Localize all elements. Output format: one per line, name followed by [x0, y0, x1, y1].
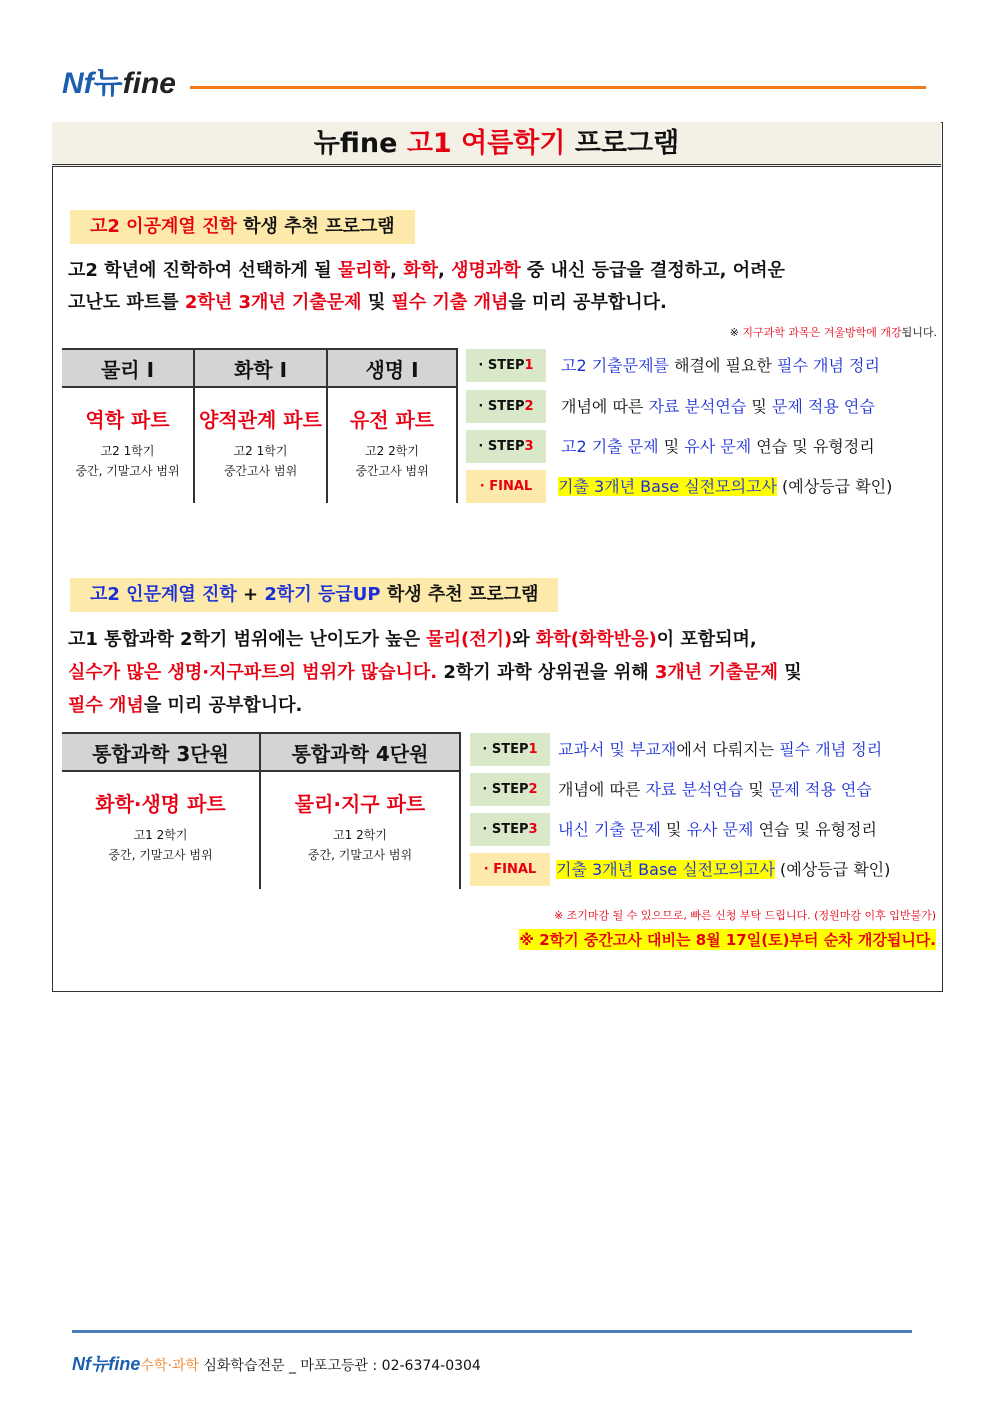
- title-prefix: 뉴fine: [313, 128, 398, 159]
- step-number: 1: [524, 358, 534, 373]
- step3-desc: [558, 813, 877, 846]
- term-range: 중간고사 범위: [223, 464, 298, 478]
- step2-badge: [470, 773, 550, 806]
- final-desc: [558, 470, 892, 503]
- text: 및: [660, 820, 687, 839]
- note-red: 지구과학 과목은 겨울방학에 개강: [742, 326, 902, 339]
- step-number: 3: [524, 439, 534, 454]
- section1-desc-line1: [68, 254, 785, 287]
- section2-heading: [70, 578, 558, 612]
- subject-head: 화학 Ⅰ: [195, 348, 326, 388]
- step-number: 2: [528, 782, 538, 797]
- section1-note: [730, 324, 937, 340]
- step1-desc: [558, 733, 882, 766]
- text: 연습 및 유형정리: [753, 820, 877, 839]
- section2-desc-line3: [68, 689, 302, 722]
- step2-badge: [466, 390, 546, 423]
- text: 문제 적용 연습: [771, 397, 875, 416]
- text-biology: 생명과학: [451, 260, 521, 281]
- text: 및: [743, 780, 769, 799]
- subject-part: 유전 파트: [349, 408, 435, 432]
- notice-start-date: ※ 2학기 중간고사 대비는 8월 17일(토)부터 순차 개강됩니다.: [519, 931, 936, 949]
- text: 교과서 및 부교재: [558, 740, 677, 759]
- step2-desc: [558, 773, 872, 806]
- step-label: STEP: [487, 439, 525, 454]
- footer-text: 심화학습전문 _ 마포고등관 : 02-6374-0304: [198, 1358, 481, 1374]
- text: 유사 문제: [684, 437, 752, 456]
- text: 고2 학년에 진학하여 선택하게 될: [68, 260, 338, 281]
- subject-head: 통합과학 4단원: [261, 732, 459, 772]
- bullet: ·: [478, 439, 488, 454]
- subject-term: [62, 441, 193, 481]
- text: 개념에 따른: [558, 780, 646, 799]
- final-desc: [556, 853, 890, 886]
- bullet: ·: [479, 479, 490, 494]
- text: 내신 기출 문제: [558, 820, 661, 839]
- section1-heading: [70, 210, 415, 244]
- footer-subject: 수학·과학: [140, 1358, 199, 1374]
- logo-fine: fine: [122, 67, 176, 100]
- subject-unit3: [62, 732, 261, 889]
- text-chemistry: 화학: [403, 260, 438, 281]
- step-label: STEP: [487, 358, 525, 373]
- text: 및: [361, 292, 392, 313]
- step-label: FINAL: [493, 862, 537, 877]
- text: 고2 기출 문제: [561, 437, 659, 456]
- title-highlight: 고1 여름학기: [406, 128, 566, 159]
- step-label: STEP: [491, 742, 529, 757]
- note-black: 됩니다.: [901, 326, 937, 339]
- text: 필수 개념 정리: [777, 356, 880, 375]
- step2-desc: [561, 390, 875, 423]
- step-number: 3: [528, 822, 538, 837]
- term-semester: 고2 2학기: [365, 444, 419, 458]
- bullet: ·: [482, 782, 492, 797]
- term-semester: 고2 1학기: [233, 444, 288, 458]
- text: 및: [746, 397, 772, 416]
- term-range: 중간, 기말고사 범위: [307, 848, 413, 862]
- text: (예상등급 확인): [774, 860, 891, 879]
- subject-unit4: [261, 732, 461, 889]
- step1-badge: [470, 733, 550, 766]
- page-title: [52, 122, 941, 167]
- section2-heading-blue1: 고2 인문계열 진학: [90, 584, 237, 605]
- text: 고2 기출문제를: [561, 356, 670, 375]
- text: 및: [778, 662, 802, 683]
- section2-desc-line1: [68, 623, 757, 656]
- note-mark: ※: [729, 326, 743, 339]
- subject-part: 물리·지구 파트: [294, 792, 426, 816]
- step3-desc: [561, 430, 875, 463]
- text: 2학기 과학 상위권을 위해: [437, 662, 655, 683]
- text: ,: [390, 260, 404, 281]
- text: ,: [437, 260, 452, 281]
- subject-term: [195, 441, 326, 481]
- subject-part: 화학·생명 파트: [95, 792, 226, 816]
- section2-desc-line2: [68, 656, 802, 689]
- text-highlight: 2학년 3개년 기출문제: [184, 292, 362, 313]
- term-range: 중간, 기말고사 범위: [75, 464, 180, 478]
- text: 이 포함되며,: [656, 629, 757, 650]
- footer: [72, 1350, 481, 1376]
- step-number: 1: [528, 742, 538, 757]
- section1-heading-black: 학생 추천 프로그램: [243, 216, 395, 237]
- footer-divider: [72, 1330, 912, 1333]
- bullet: ·: [483, 862, 494, 877]
- subject-term: [62, 825, 259, 865]
- section2-heading-blue2: 2학기 등급UP: [264, 584, 381, 605]
- section1-heading-red: 고2 이공계열 진학: [90, 216, 237, 237]
- subject-chemistry1: [195, 348, 328, 503]
- notice-early-close: ※ 조기마감 될 수 있으므로, 빠른 신청 부탁 드립니다. (정원마감 이후 입반불가): [553, 909, 936, 922]
- text: 자료 분석연습: [648, 397, 747, 416]
- bullet: ·: [482, 742, 492, 757]
- text: 고1 통합과학 2학기 범위에는 난이도가 높은: [68, 629, 427, 650]
- section2-heading-plus: +: [236, 584, 265, 605]
- header-divider: [190, 86, 926, 89]
- term-semester: 고1 2학기: [333, 828, 387, 842]
- section2-heading-black: 학생 추천 프로그램: [386, 584, 539, 605]
- bullet: ·: [482, 822, 492, 837]
- title-suffix: 프로그램: [574, 128, 680, 159]
- text-highlight: 필수 기출 개념: [391, 292, 509, 313]
- text: 문제 적용 연습: [768, 780, 872, 799]
- text: 고난도 파트를: [68, 292, 185, 313]
- text-physics: 물리학: [337, 260, 391, 281]
- text-highlight: 화학(화학반응): [535, 629, 657, 650]
- text: 기출 3개년 Base 실전모의고사: [558, 477, 777, 496]
- step3-badge: [466, 430, 546, 463]
- subject-term: [261, 825, 459, 865]
- step-label: STEP: [491, 822, 529, 837]
- subject-physics1: [62, 348, 195, 503]
- text: 기출 3개년 Base 실전모의고사: [556, 860, 775, 879]
- step-label: STEP: [487, 399, 525, 414]
- subject-head: 물리 Ⅰ: [62, 348, 193, 388]
- text-highlight: 3개년 기출문제: [654, 662, 778, 683]
- final-badge: [470, 853, 550, 886]
- term-semester: 고2 1학기: [100, 444, 155, 458]
- brand-logo: [62, 58, 176, 102]
- bullet: ·: [478, 399, 488, 414]
- step1-badge: [466, 349, 546, 382]
- subject-term: [328, 441, 456, 481]
- footer-logo: Nf뉴fine: [72, 1354, 141, 1374]
- text: 에서 다뤄지는: [676, 740, 780, 759]
- term-range: 중간고사 범위: [355, 464, 429, 478]
- step-label: STEP: [491, 782, 529, 797]
- logo-nf: Nf: [62, 67, 94, 100]
- subject-part: 양적관계 파트: [199, 408, 322, 432]
- text: 유사 문제: [686, 820, 754, 839]
- subject-part: 역학 파트: [85, 408, 170, 432]
- text: 해결에 필요한: [669, 356, 778, 375]
- text: 을 미리 공부합니다.: [143, 695, 303, 716]
- subject-head: 생명 Ⅰ: [328, 348, 456, 388]
- term-range: 중간, 기말고사 범위: [108, 848, 213, 862]
- final-badge: [466, 470, 546, 503]
- text: (예상등급 확인): [776, 477, 893, 496]
- step-number: 2: [524, 399, 534, 414]
- subject-biology1: [328, 348, 458, 503]
- section1-desc-line2: [68, 286, 667, 319]
- text: 개념에 따른: [561, 397, 649, 416]
- text: 연습 및 유형정리: [751, 437, 875, 456]
- step-label: FINAL: [489, 479, 533, 494]
- text-highlight: 물리(전기): [426, 629, 513, 650]
- text-highlight: 필수 개념: [68, 695, 144, 716]
- text: 자료 분석연습: [645, 780, 744, 799]
- term-semester: 고1 2학기: [133, 828, 188, 842]
- text-highlight: 실수가 많은 생명·지구파트의 범위가 많습니다.: [68, 662, 438, 683]
- text: 중 내신 등급을 결정하고, 어려운: [520, 260, 785, 281]
- subject-head: 통합과학 3단원: [62, 732, 259, 772]
- logo-nu: 뉴: [93, 67, 123, 100]
- text: 및: [658, 437, 685, 456]
- step3-badge: [470, 813, 550, 846]
- text: 와: [512, 629, 536, 650]
- text: 을 미리 공부합니다.: [508, 292, 667, 313]
- step1-desc: [561, 349, 880, 382]
- bullet: ·: [478, 358, 488, 373]
- text: 필수 개념 정리: [779, 740, 883, 759]
